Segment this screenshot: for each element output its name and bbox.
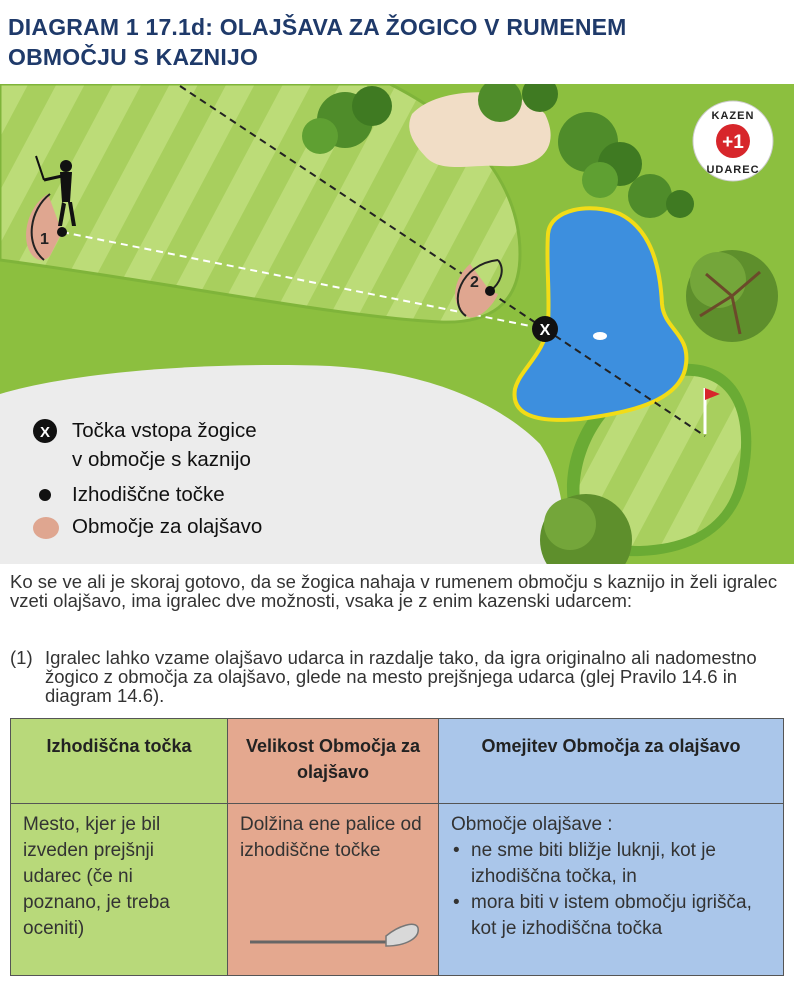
legend-relief-label: Območje za olajšavo (72, 515, 263, 538)
table-cell-relief-size (227, 803, 439, 976)
relief-area-2-label: 2 (470, 274, 479, 291)
option-1-number: (1) (10, 647, 33, 668)
badge-top-text: KAZEN (711, 110, 755, 122)
relief-area-1-label: 1 (40, 231, 49, 248)
legend-entry-point (32, 414, 332, 478)
page-title (8, 12, 788, 72)
intro-paragraph: Ko se ve ali je skoraj gotovo, da se žogica nahaja v rumenem območju s kaznijo in želi igralec vzeti olajšavo, ima igralec dve možnosti, vsaka je z enim kazenski udarcem: (10, 571, 778, 611)
bullet-glyph: • (453, 840, 460, 861)
legend-entry-line-1: Točka vstopa žogice (72, 419, 257, 442)
title-line-2: OBMOČJU S KAZNIJO (8, 44, 259, 70)
relief-limit-1: ne sme biti bližje luknji, kot je izhodiščna točka, in (471, 840, 716, 887)
entry-point-marker (532, 316, 558, 342)
golf-club-icon (248, 916, 420, 950)
legend-entry-line-2: v območje s kaznijo (72, 448, 251, 471)
badge-value: +1 (722, 132, 744, 153)
entry-point-marker-label: X (539, 322, 551, 339)
relief-table (10, 718, 784, 976)
relief-limits-list (451, 838, 771, 942)
legend-entry-symbol: X (39, 424, 51, 441)
badge-bottom-text: UDAREC (706, 164, 760, 176)
table-header-relief-size: Velikost Območja za olajšavo (227, 718, 439, 804)
ball-in-water (593, 332, 607, 340)
table-cell-reference-point: Mesto, kjer je bil izveden prejšnji udarec (če ni poznano, je treba oceniti) (10, 803, 228, 976)
entry-point-icon (32, 418, 62, 444)
reference-point-icon (32, 482, 62, 508)
list-item (451, 838, 771, 890)
legend-reference-label: Izhodiščne točke (72, 483, 225, 506)
bullet-glyph: • (453, 892, 460, 913)
relief-limit-2: mora biti v istem območju igrišča, kot je izhodiščna točka (471, 892, 752, 939)
relief-area-icon (32, 514, 62, 540)
tree-right (686, 250, 778, 342)
legend (32, 414, 332, 542)
legend-relief-area (32, 510, 332, 542)
relief-limits-intro: Območje olajšave : (451, 814, 613, 835)
title-line-1: DIAGRAM 1 17.1d: OLAJŠAVA ZA ŽOGICO V RUMENEM (8, 14, 627, 40)
legend-reference-point (32, 478, 332, 510)
list-item (451, 890, 771, 942)
table-cell-relief-limits (438, 803, 784, 976)
relief-size-text: Dolžina ene palice od izhodiščne točke (240, 814, 422, 861)
table-header-relief-limits: Omejitev Območja za olajšavo (438, 718, 784, 804)
penalty-stroke-badge (692, 100, 774, 182)
table-header-reference-point: Izhodiščna točka (10, 718, 228, 804)
option-1-text: Igralec lahko vzame olajšavo udarca in razdalje tako, da igra originalno ali nadomestno žogico z območja za olajšavo, glede na mesto prejšnjega udarca (glej Pravilo 14.6 in diagram 14.6). (45, 647, 757, 706)
